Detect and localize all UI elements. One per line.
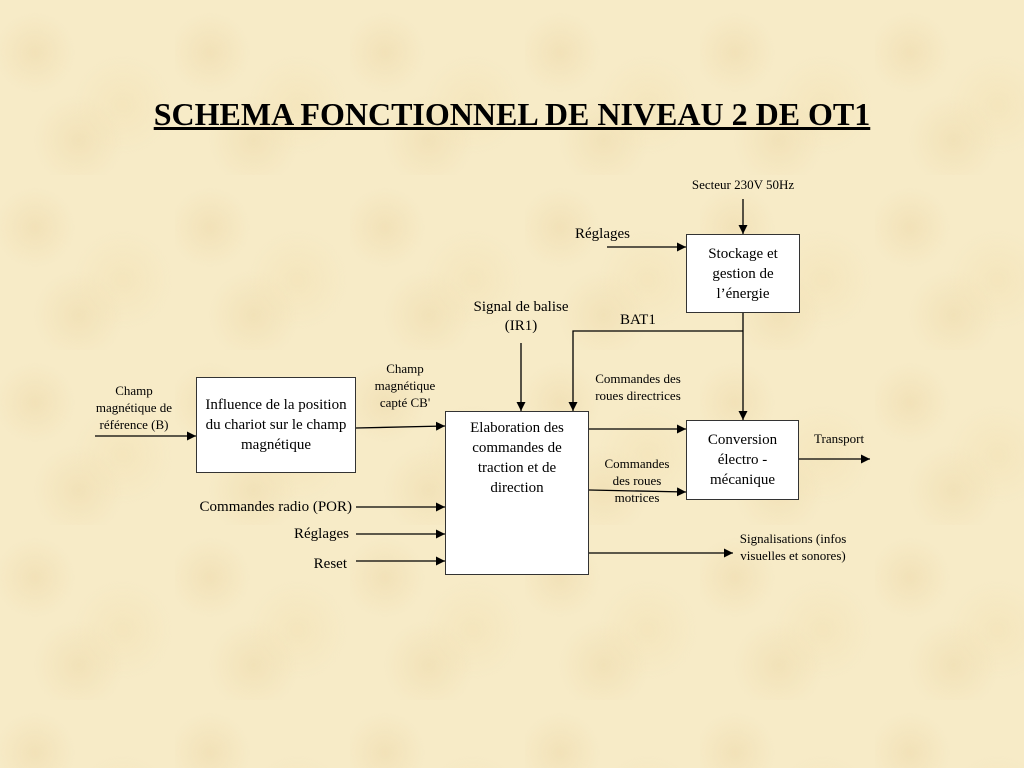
arrow-champ-capte [356, 426, 445, 428]
label-reglages-top: Réglages [575, 226, 630, 242]
box-elaboration [445, 411, 589, 575]
label-signalisations: Signalisations (infos visuelles et sonores) [739, 531, 847, 563]
box-influence [196, 377, 356, 473]
box-stockage [686, 234, 800, 313]
box-stockage-label: Stockage et gestion de l’énergie [708, 245, 778, 302]
label-reglages-left: Réglages [294, 526, 349, 542]
label-commandes-motrices: Commandes des roues motrices [604, 456, 670, 505]
diagram-title: SCHEMA FONCTIONNEL DE NIVEAU 2 DE OT1 [153, 96, 871, 132]
label-champ-reference: Champ magnétique de référence (B) [95, 383, 173, 432]
box-elaboration-label: Elaboration des commandes de traction et de direction [470, 420, 564, 496]
label-reset: Reset [313, 556, 347, 572]
label-champ-capte: Champ magnétique capté CB' [374, 361, 436, 410]
label-transport: Transport [814, 431, 865, 446]
box-influence-label: Influence de la position du chariot sur le champ magnétique [205, 397, 347, 453]
label-bat1: BAT1 [620, 312, 656, 328]
label-secteur: Secteur 230V 50Hz [691, 177, 795, 192]
label-commandes-radio: Commandes radio (POR) [199, 499, 352, 515]
label-commandes-directrices: Commandes des roues directrices [595, 371, 681, 403]
box-conversion-label: Conversion électro - mécanique [707, 432, 778, 488]
label-signal-balise: Signal de balise (IR1) [473, 299, 569, 334]
box-conversion [686, 420, 799, 500]
